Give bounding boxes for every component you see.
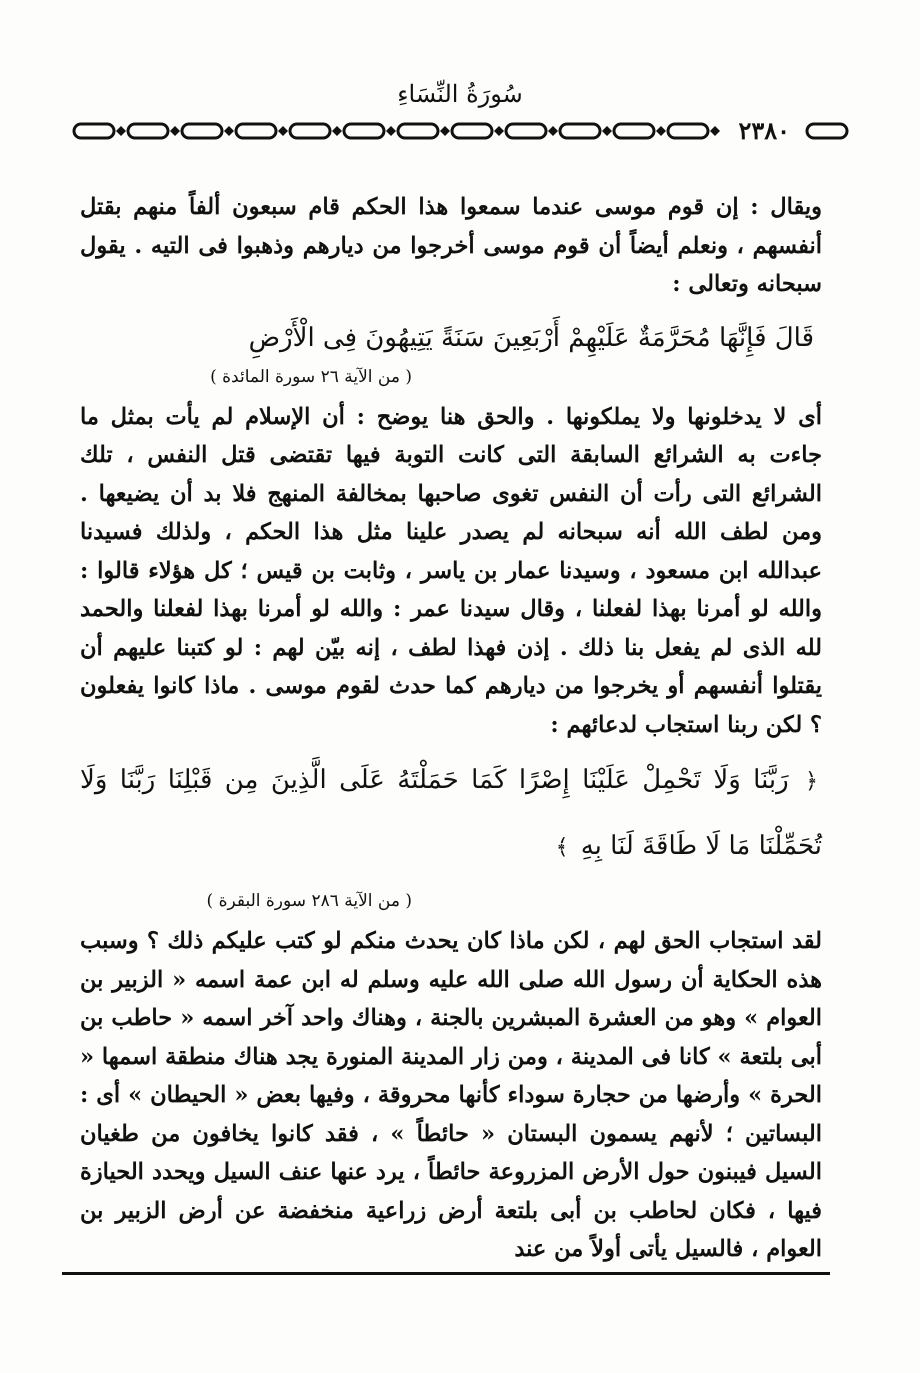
chain-link bbox=[290, 124, 330, 138]
chain-link bbox=[668, 124, 708, 138]
chain-diamond bbox=[170, 126, 180, 136]
chain-link bbox=[807, 124, 847, 138]
paragraph-2: أى لا يدخلونها ولا يملكونها . والحق هنا يوضح : أن الإسلام لم يأت بمثل ما جاءت به الشرائع السابقة التى كانت التوبة فيها تقتضى قتل النفس ، تلك الشرائع التى رأت أن النفس تغوى صاحبها بمخالفة المنهج فلا بد أن يضيعها . ومن لطف الله أنه سبحانه لم يصدر علينا مثل هذا الحكم ، ولذلك فسيدنا عبدالله ابن مسعود ، وسيدنا عمار بن ياسر ، وثابت بن قيس ؛ كل هؤلاء قالوا : والله لو أمرنا بهذا لفعلنا ، وقال سيدنا عمر : والله لو أمرنا بهذا لفعلنا والحمد لله الذى لم يفعل بنا ذلك . إذن فهذا لطف ، إنه بيّن لهم : لو كتبنا عليهم أن يقتلوا أنفسهم أو يخرجوا من ديارهم كما حدث لقوم موسى . ماذا كانوا يفعلون ؟ لكن ربنا استجاب لدعائهم : bbox=[80, 403, 822, 738]
paragraph-3: لقد استجاب الحق لهم ، لكن ماذا كان يحدث منكم لو كتب عليكم ذلك ؟ وسبب هذه الحكاية أن رسول الله صلى الله عليه وسلم له ابن عمة اسمه « الزبير بن العوام » وهو من العشرة المبشرين بالجنة ، وهناك واحد آخر اسمه « حاطب بن أبى بلتعة » كانا فى المدينة ، ومن زار المدينة المنورة يجد هناك منطقة اسمها « الحرة » وأرضها من حجارة سوداء كأنها محروقة ، وفيها بعض « الحيطان » أى : البساتين ؛ لأنهم يسمون البستان « حائطاً » ، فقد كانوا يخافون من طغيان السيل فيبنون حول الأرض المزروعة حائطاً ، يرد عنها عنف السيل ويحدد الحيازة فيها ، فكان لحاطب بن أبى بلتعة أرض زراعية منخفضة عن أرض الزبير بن العوام ، فالسيل يأتى أولاً من عند bbox=[80, 928, 822, 1262]
verse-citation-1: ( من الآية ٢٦ سورة المائدة ) bbox=[210, 366, 412, 387]
surah-title: سُورَةُ النِّسَاءِ bbox=[397, 80, 523, 108]
verse-open-bracket: ﴿ bbox=[805, 769, 818, 794]
verse-2-text: رَبَّنَا وَلَا تَحْمِلْ عَلَيْنَا إِصْرًا كَمَا حَمَلْتَهُ عَلَى الَّذِينَ مِن قَبْلِنَا رَبَّنَا وَلَا تُحَمِّلْنَا مَا لَا طَاقَةَ لَنَا بِهِ bbox=[80, 765, 822, 861]
chain-diamond bbox=[224, 126, 234, 136]
chain-link bbox=[182, 124, 222, 138]
quran-verse-1: قَالَ فَإِنَّهَا مُحَرَّمَةٌ عَلَيْهِمْ أَرْبَعِينَ سَنَةً يَتِيهُونَ فِى الْأَرْضِ bbox=[248, 322, 814, 353]
header-ornament-row bbox=[72, 114, 852, 148]
chain-link bbox=[236, 124, 276, 138]
chain-link bbox=[128, 124, 168, 138]
chain-link bbox=[614, 124, 654, 138]
footer-rule bbox=[62, 1272, 830, 1275]
paragraph-1: ويقال : إن قوم موسى عندما سمعوا هذا الحكم قام سبعون ألفاً منهم بقتل أنفسهم ، ونعلم أيضاً أن قوم موسى أخرجوا من ديارهم وذهبوا فى التيه . يقول سبحانه وتعالى : bbox=[80, 194, 822, 297]
chain-diamond bbox=[656, 126, 666, 136]
chain-diamond bbox=[494, 126, 504, 136]
verse-citation-2: ( من الآية ٢٨٦ سورة البقرة ) bbox=[206, 891, 412, 911]
quran-verse-2 bbox=[80, 748, 822, 880]
chain-diamond bbox=[710, 126, 720, 136]
chain-diamond bbox=[602, 126, 612, 136]
chain-link bbox=[452, 124, 492, 138]
page-number: ٢٣٨٠ bbox=[734, 114, 794, 148]
chain-diamond bbox=[440, 126, 450, 136]
page-body bbox=[80, 188, 822, 1269]
chain-diamond bbox=[116, 126, 126, 136]
chain-link bbox=[74, 124, 114, 138]
chain-diamond bbox=[332, 126, 342, 136]
chain-diamond bbox=[386, 126, 396, 136]
chain-link bbox=[398, 124, 438, 138]
chain-diamond bbox=[548, 126, 558, 136]
chain-diamond bbox=[278, 126, 288, 136]
chain-link bbox=[560, 124, 600, 138]
verse-close-bracket: ﴾ bbox=[555, 835, 569, 860]
chain-link bbox=[344, 124, 384, 138]
chain-link bbox=[506, 124, 546, 138]
